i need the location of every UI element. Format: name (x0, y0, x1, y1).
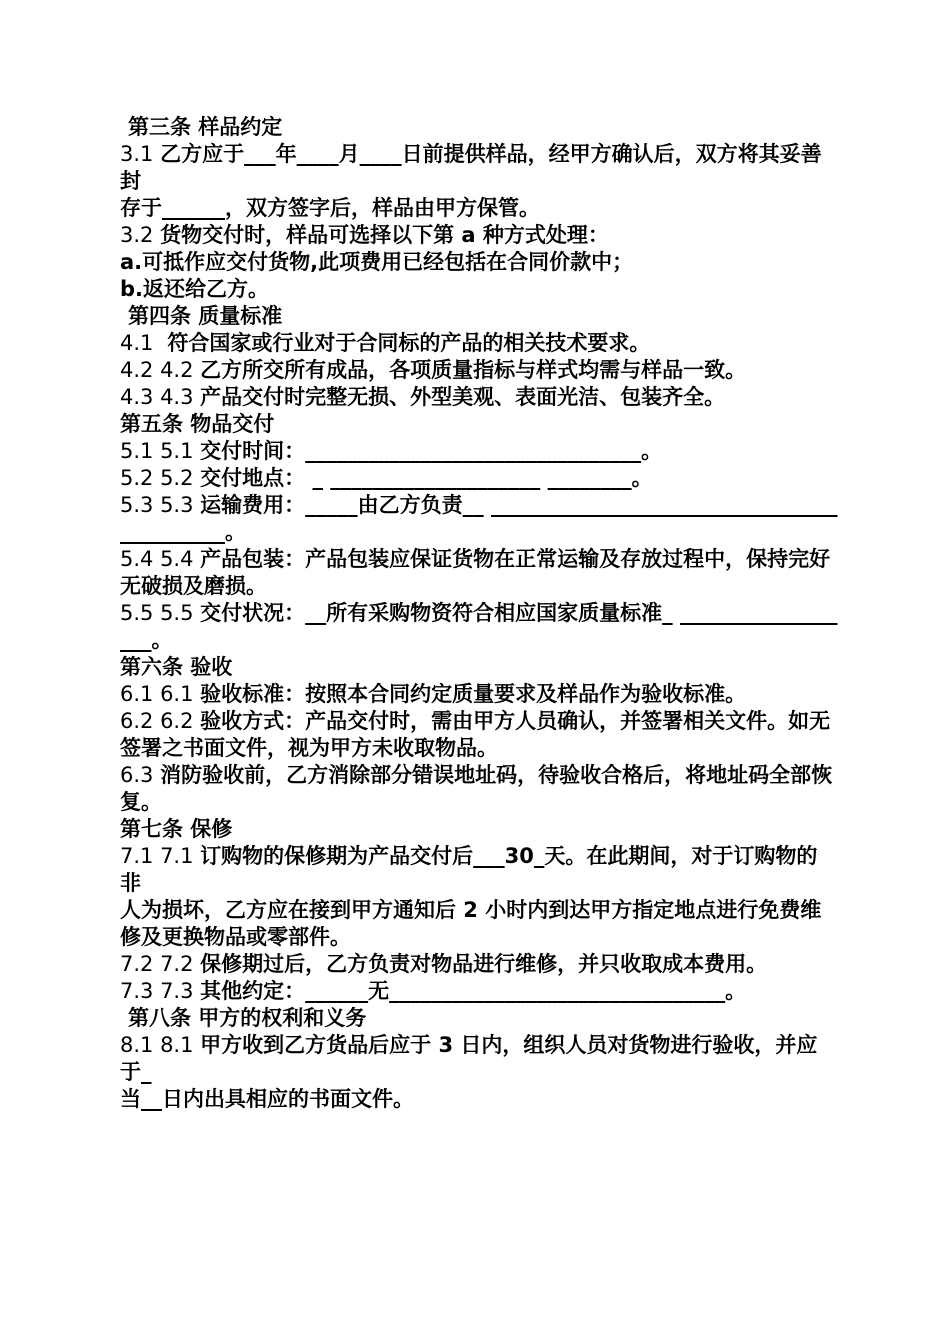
clause-5-5: 5.5 5.5 交付状况：__所有采购物资符合相应国家质量标准_ __________________。 (120, 601, 838, 652)
section-7-heading: 第七条 保修 (120, 817, 233, 841)
clause-4-1: 4.1 符合国家或行业对于合同标的产品的相关技术要求。 (120, 331, 651, 355)
clause-6-3: 6.3 消防验收前，乙方消除部分错误地址码，待验收合格后，将地址码全部恢复。 (120, 763, 833, 814)
contract-page (114, 114, 838, 1113)
clause-7-1: 7.1 7.1 订购物的保修期为产品交付后___30_天。在此期间，对于订购物的非 (120, 844, 818, 895)
clause-5-2: 5.2 5.2 交付地点： _ ____________________ ________。 (120, 466, 653, 490)
clause-3-1: 3.1 乙方应于___年____月____日前提供样品，经甲方确认后，双方将其妥善封 (120, 142, 822, 193)
clause-6-1: 6.1 6.1 验收标准：按照本合同约定质量要求及样品作为验收标准。 (120, 682, 747, 706)
clause-5-4: 5.4 5.4 产品包装：产品包装应保证货物在正常运输及存放过程中，保持完好 (120, 547, 831, 571)
clause-3-2-a: a.可抵作应交付货物,此项费用已经包括在合同价款中； (120, 250, 634, 274)
clause-5-4-cont: 无破损及磨损。 (120, 574, 267, 598)
clause-7-3: 7.3 7.3 其他约定：______无________________________________。 (120, 979, 747, 1003)
clause-3-1-cont: 存于______，双方签字后，样品由甲方保管。 (120, 196, 540, 220)
section-3-heading: 第三条 样品约定 (128, 115, 283, 139)
section-8-heading: 第八条 甲方的权利和义务 (128, 1006, 367, 1030)
section-5-heading: 第五条 物品交付 (120, 412, 275, 436)
clause-4-2: 4.2 4.2 乙方所交所有成品，各项质量指标与样式均需与样品一致。 (120, 358, 747, 382)
clause-8-1-cont: 当__日内出具相应的书面文件。 (120, 1087, 414, 1111)
clause-3-2: 3.2 货物交付时，样品可选择以下第 a 种方式处理： (120, 223, 609, 247)
clause-3-2-b: b.返还给乙方。 (120, 277, 270, 301)
clause-6-2: 6.2 6.2 验收方式：产品交付时，需由甲方人员确认，并签署相关文件。如无 (120, 709, 831, 733)
clause-8-1: 8.1 8.1 甲方收到乙方货品后应于 3 日内，组织人员对货物进行验收，并应于_ (120, 1033, 818, 1084)
clause-6-2-cont: 签署之书面文件，视为甲方未收取物品。 (120, 736, 498, 760)
clause-5-1: 5.1 5.1 交付时间：________________________________。 (120, 439, 663, 463)
section-6-heading: 第六条 验收 (120, 655, 233, 679)
clause-5-3: 5.3 5.3 运输费用：_____由乙方负责__ ___________________________________________。 (120, 493, 838, 544)
section-4-heading: 第四条 质量标准 (128, 304, 283, 328)
clause-7-1-cont: 人为损坏，乙方应在接到甲方通知后 2 小时内到达甲方指定地点进行免费维修及更换物品或零部件。 (120, 898, 822, 949)
clause-7-2: 7.2 7.2 保修期过后，乙方负责对物品进行维修，并只收取成本费用。 (120, 952, 768, 976)
clause-4-3: 4.3 4.3 产品交付时完整无损、外型美观、表面光洁、包装齐全。 (120, 385, 726, 409)
